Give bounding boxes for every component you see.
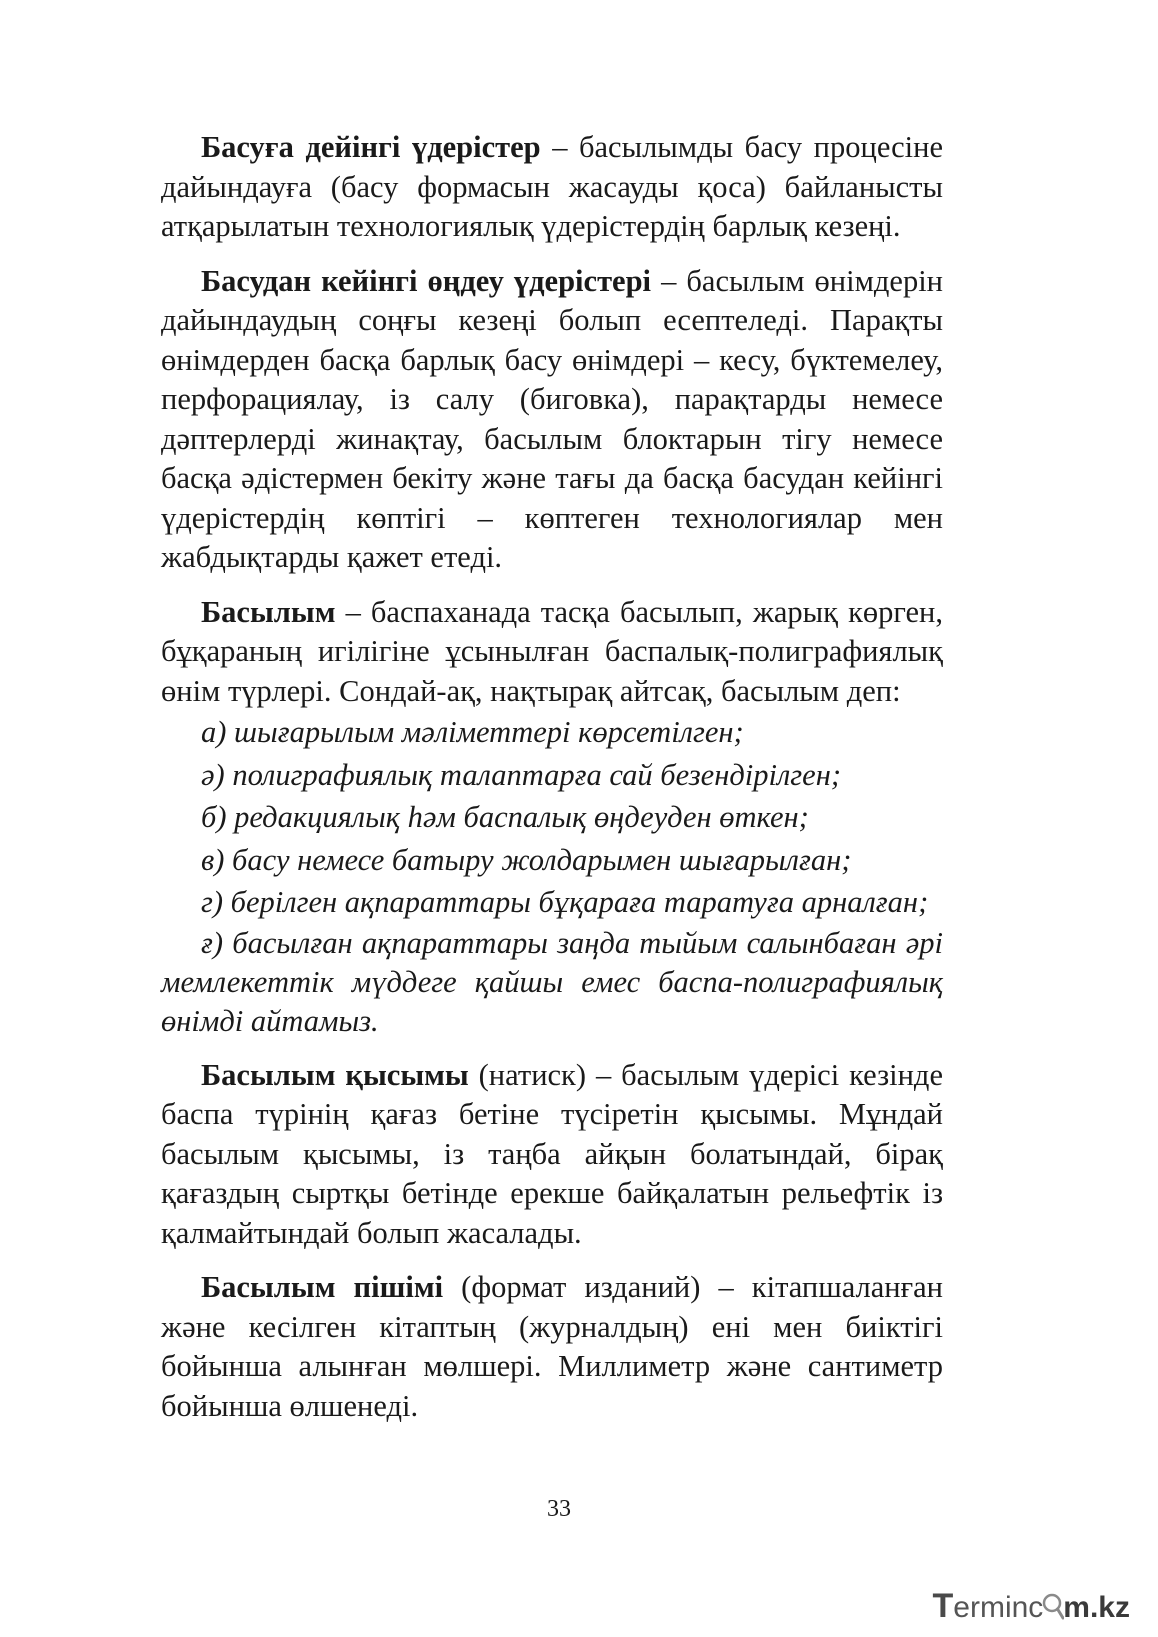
list-item: в) басу немесе батыру жолдарымен шығарылған; bbox=[201, 842, 852, 877]
watermark-middle: erminc bbox=[953, 1591, 1044, 1624]
definition-text: (формат изданий) – кітапшаланған және кесілген кітаптың (журналдың) ені мен биіктігі бойынша алынған мөлшері. Миллиметр және сантиметр бойынша өлшенеді. bbox=[161, 1270, 943, 1423]
watermark-lead: T bbox=[932, 1587, 954, 1625]
definition-paragraph bbox=[161, 1056, 943, 1254]
list-item: г) берілген ақпараттары бұқараға таратуға арналған; bbox=[201, 885, 929, 919]
definition-paragraph bbox=[161, 262, 943, 578]
site-watermark bbox=[933, 1587, 1131, 1625]
definition-text: – басылымды басу процесіне дайындауға (басу формасын жасауды қоса) байланысты атқарылатын технологиялық үдерістердің барлық кезеңі. bbox=[161, 130, 943, 243]
definition-paragraph bbox=[161, 128, 943, 247]
criteria-list bbox=[161, 711, 943, 1041]
definition-term: Басылым қысымы bbox=[201, 1057, 469, 1092]
list-item: а) шығарылым мәліметтері көрсетілген; bbox=[201, 715, 744, 749]
definition-text: (натиск) – басылым үдерісі кезінде баспа түрінің қағаз бетіне түсіретін қысымы. Мұндай басылым қысымы, із таңба айқын болатындай, бірақ қағаздың сыртқы бетінде ерекше байқалатын рельефтік із қалмайтындай болып жасалады. bbox=[161, 1057, 943, 1250]
definition-term: Басуға дейінгі үдерістер bbox=[201, 130, 541, 164]
definition-term: Басылым пішімі bbox=[201, 1270, 444, 1304]
magnifier-icon bbox=[1042, 1591, 1064, 1621]
list-item: б) редакциялық һәм баспалық өңдеуден өткен; bbox=[201, 800, 809, 834]
definition-paragraph bbox=[161, 593, 943, 712]
definition-text: – баспаханада тасқа басылып, жарық көрген, бұқараның игілігіне ұсынылған баспалық-полиграфиялық өнім түрлері. Сондай-ақ, нақтырақ айтсақ, басылым деп: bbox=[161, 594, 943, 708]
page-number: 33 bbox=[547, 1496, 571, 1522]
watermark-tail: m.kz bbox=[1063, 1591, 1130, 1624]
list-item: ғ) басылған ақпараттары заңда тыйым салынбаған әрі мемлекеттік мүддеге қайшы емес баспа-полиграфиялық өнімді айтамыз. bbox=[161, 925, 943, 1038]
definition-paragraph bbox=[161, 1268, 943, 1426]
definition-text: – басылым өнімдерін дайындаудың соңғы кезеңі болып есептеледі. Парақты өнімдерден басқа барлық басу өнімдері – кесу, бүктемелеу, перфорациялау, із салу (биговка), парақтарды немесе дәптерлерді жинақтау, басылым блоктарын тігу немесе басқа әдістермен бекіту және тағы да басқа басудан кейінгі үдерістердің көптігі – көптеген технологиялар мен жабдықтарды қажет етеді. bbox=[161, 263, 943, 574]
definition-term: Басудан кейінгі өңдеу үдерістері bbox=[201, 263, 652, 298]
list-item: ә) полиграфиялық талаптарға сай безендірілген; bbox=[201, 757, 841, 792]
definition-term: Басылым bbox=[201, 594, 336, 629]
document-body bbox=[161, 128, 943, 1441]
